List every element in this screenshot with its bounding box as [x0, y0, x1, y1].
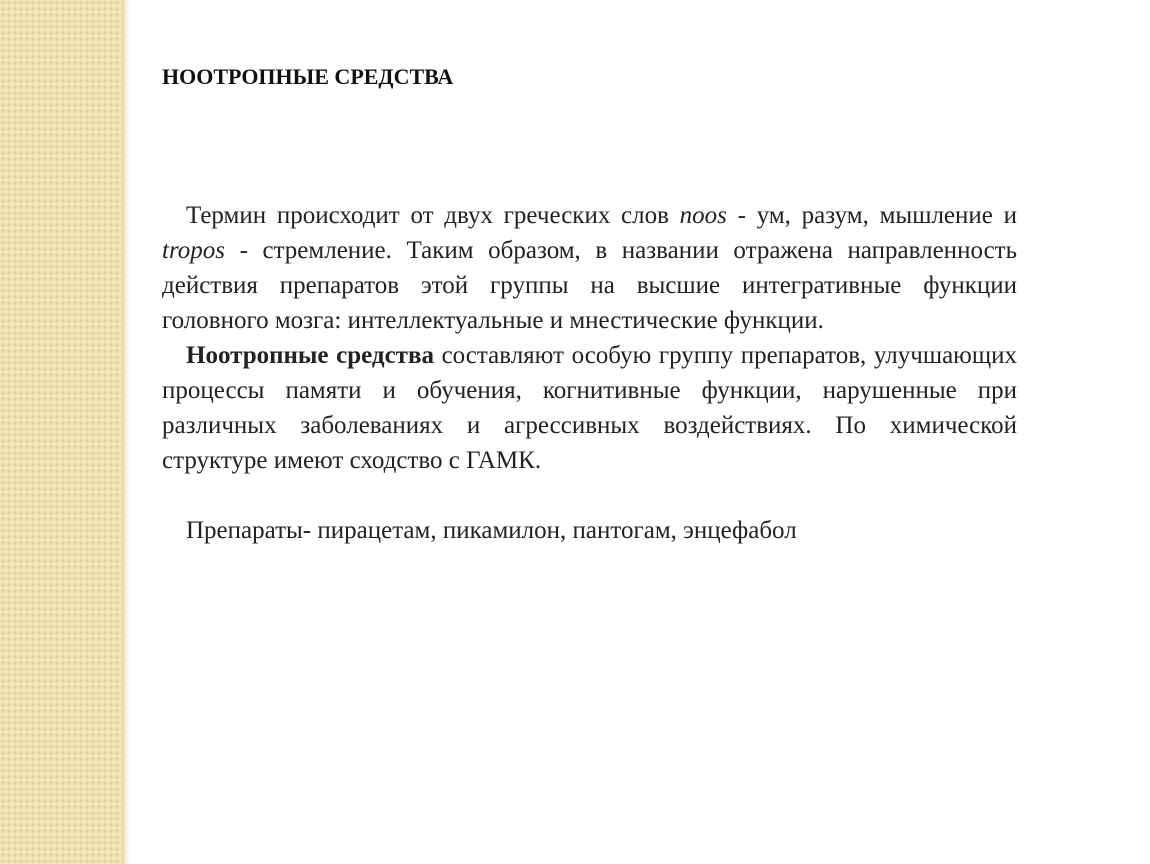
slide-body	[162, 198, 1017, 548]
definition-text: составляют особую группу препаратов, улучшающих процессы памяти и обучения, когнитивные функции, нарушенные при различных заболеваниях и агрессивных воздействиях. По химической структуре имеют сходство с ГАМК.	[162, 342, 1017, 474]
paragraph-definition	[162, 338, 1017, 478]
paragraph-term-origin-text-2: - ум, разум, мышление и	[726, 202, 1017, 229]
term-tropos: tropos	[162, 237, 225, 264]
slide-title: НООТРОПНЫЕ СРЕДСТВА	[162, 64, 454, 89]
paragraph-term-origin-text-3: - стремление. Таким образом, в названии отражена направленность действия препаратов этой группы на высшие интегративные функции головного мозга: интеллектуальные и мнестические функции.	[162, 237, 1017, 334]
paragraph-term-origin	[162, 198, 1017, 338]
decorative-side-band	[0, 0, 122, 864]
definition-bold-term: Ноотропные средства	[186, 342, 434, 369]
term-noos: noos	[679, 202, 727, 229]
paragraph-term-origin-text-1: Термин происходит от двух греческих слов	[186, 202, 680, 229]
side-band-shadow	[122, 0, 130, 864]
drugs-list: Препараты- пирацетам, пикамилон, пантогам, энцефабол	[186, 517, 797, 544]
